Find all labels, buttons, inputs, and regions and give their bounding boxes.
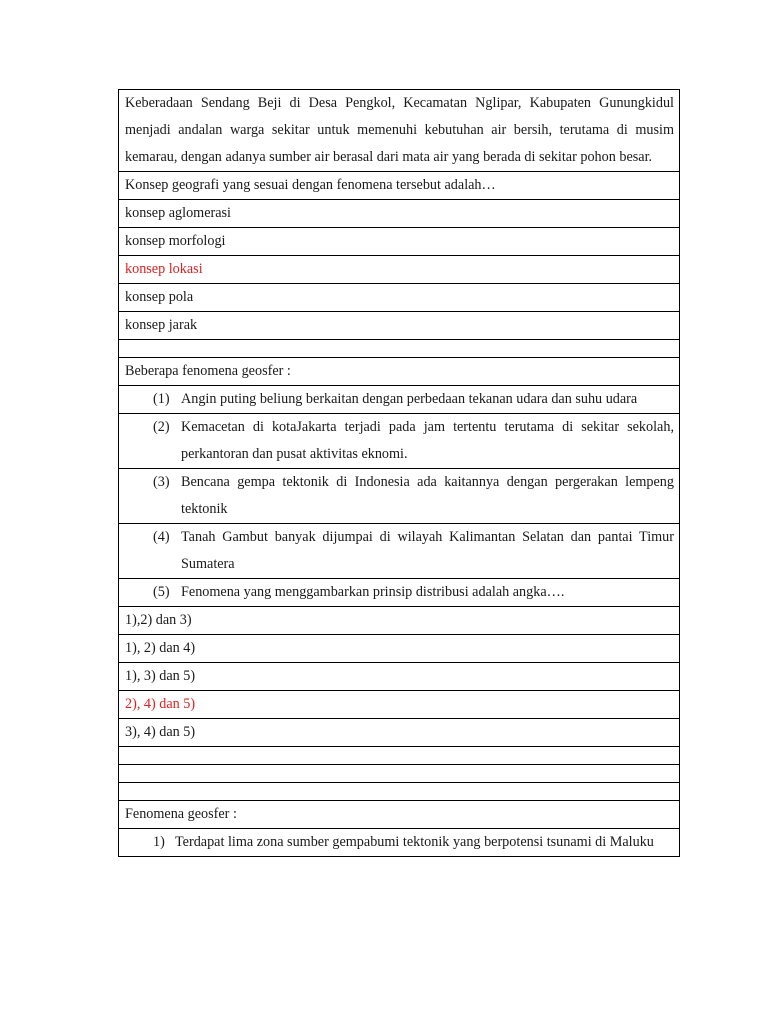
q2-option-e: 3), 4) dan 5) [119,719,680,747]
q2-item-2 [119,414,680,469]
table-row-empty [119,783,680,801]
q2-item-1 [119,386,680,414]
table-row [119,579,680,607]
q3-item-1 [119,829,680,857]
table-row [119,200,680,228]
q1-option-e: konsep jarak [119,312,680,340]
q1-option-c-answer: konsep lokasi [119,256,680,284]
q3-item-1-number: 1) [153,834,165,850]
q2-item-3-number: (3) [153,474,170,490]
empty-cell [119,765,680,783]
q2-intro: Beberapa fenomena geosfer : [119,358,680,386]
table-row [119,256,680,284]
q1-stem: Keberadaan Sendang Beji di Desa Pengkol, Kecamatan Nglipar, Kabupaten Gunungkidul menjadi andalan warga sekitar untuk memenuhi kebutuhan air bersih, terutama di musim kemarau, dengan adanya sumber air berasal dari mata air yang berada di sekitar pohon besar. [119,90,680,172]
empty-cell [119,340,680,358]
table-row [119,358,680,386]
table-row [119,635,680,663]
table-row [119,663,680,691]
table-row [119,312,680,340]
q2-item-3 [119,469,680,524]
question-table [118,89,680,857]
q1-option-d: konsep pola [119,284,680,312]
q1-option-a: konsep aglomerasi [119,200,680,228]
empty-cell [119,747,680,765]
q2-item-5-number: (5) [153,584,170,600]
q2-item-1-number: (1) [153,391,170,407]
q2-item-4 [119,524,680,579]
table-row-empty [119,340,680,358]
table-row-empty [119,747,680,765]
table-row [119,284,680,312]
table-row [119,386,680,414]
table-row [119,172,680,200]
q1-question: Konsep geografi yang sesuai dengan fenomena tersebut adalah… [119,172,680,200]
q2-item-2-text: Kemacetan di kotaJakarta terjadi pada jam tertentu terutama di sekitar sekolah, perkantoran dan pusat aktivitas eknomi. [181,419,674,462]
table-row [119,607,680,635]
table-row-empty [119,765,680,783]
table-row [119,719,680,747]
q2-item-3-text: Bencana gempa tektonik di Indonesia ada kaitannya dengan pergerakan lempeng tektonik [181,474,674,517]
q2-option-c: 1), 3) dan 5) [119,663,680,691]
table-row [119,801,680,829]
q2-item-2-number: (2) [153,419,170,435]
q2-option-b: 1), 2) dan 4) [119,635,680,663]
q2-item-5-text: Fenomena yang menggambarkan prinsip distribusi adalah angka…. [181,584,565,600]
table-row [119,524,680,579]
q2-item-1-text: Angin puting beliung berkaitan dengan perbedaan tekanan udara dan suhu udara [181,391,638,407]
table-row [119,90,680,172]
empty-cell [119,783,680,801]
q1-option-b: konsep morfologi [119,228,680,256]
q2-option-a: 1),2) dan 3) [119,607,680,635]
q3-intro: Fenomena geosfer : [119,801,680,829]
table-row [119,414,680,469]
q2-item-4-number: (4) [153,529,170,545]
table-row [119,691,680,719]
table-row [119,469,680,524]
q3-item-1-text: Terdapat lima zona sumber gempabumi tektonik yang berpotensi tsunami di Maluku [175,834,654,850]
q2-option-d-answer: 2), 4) dan 5) [119,691,680,719]
q2-item-4-text: Tanah Gambut banyak dijumpai di wilayah Kalimantan Selatan dan pantai Timur Sumatera [181,529,674,572]
table-row [119,228,680,256]
q2-item-5 [119,579,680,607]
table-row [119,829,680,857]
